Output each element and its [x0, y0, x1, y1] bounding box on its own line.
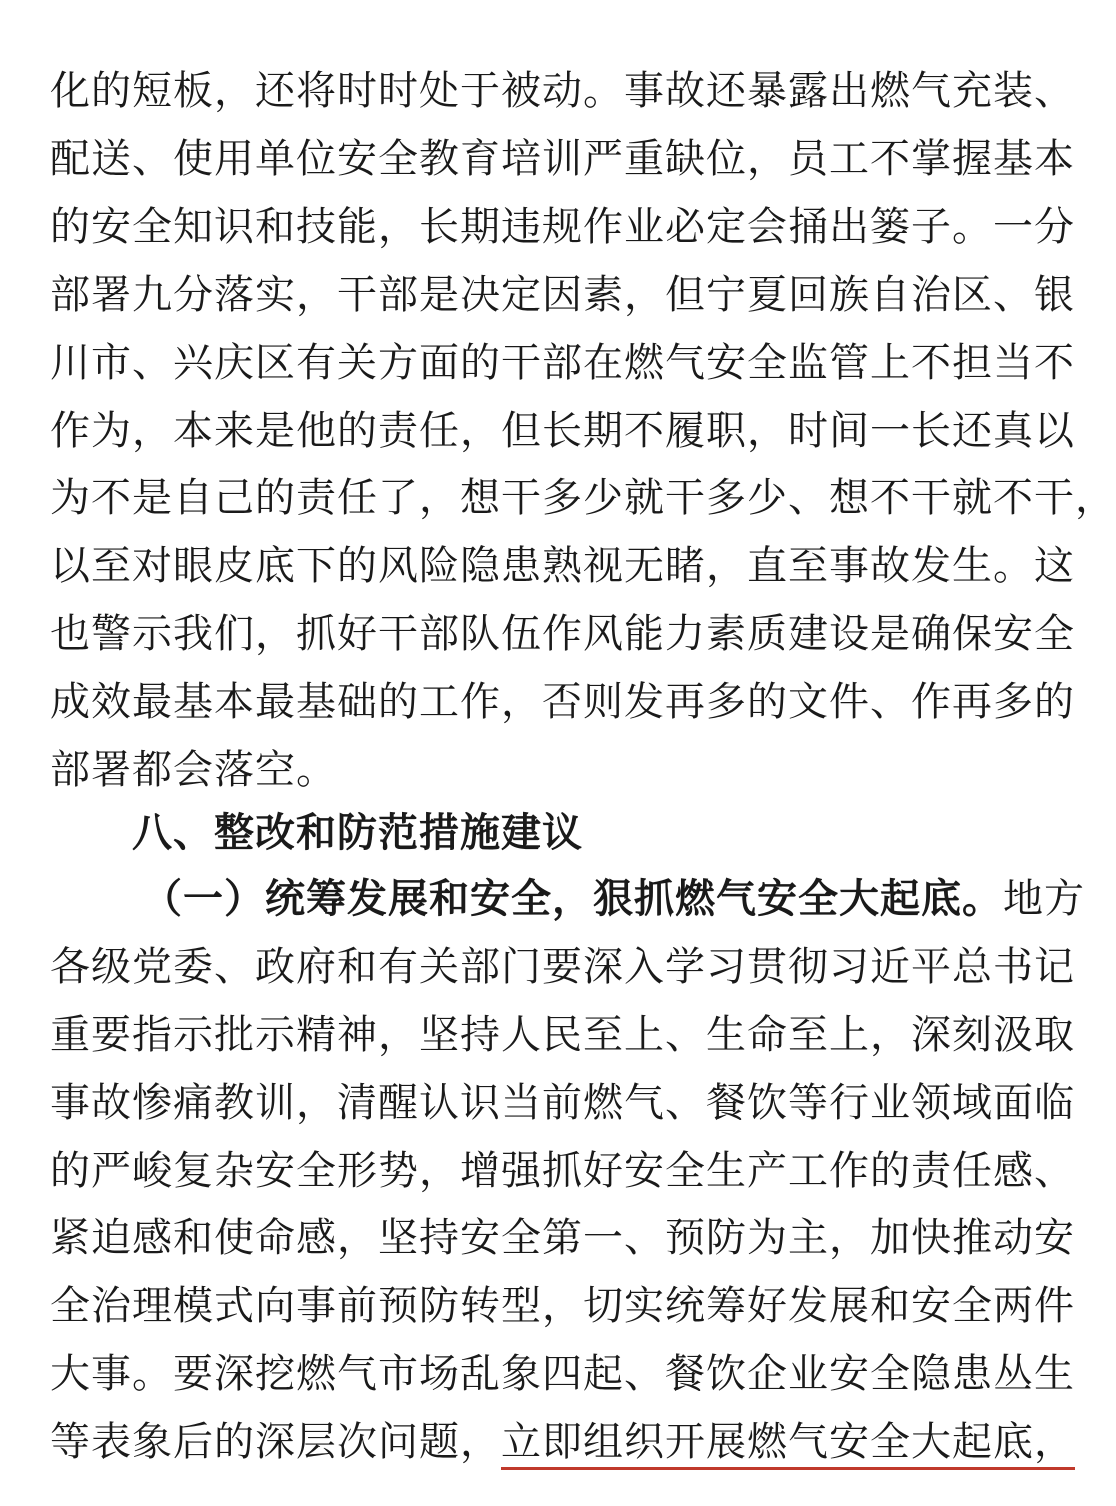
text-line: 大事。要深挖燃气市场乱象四起、餐饮企业安全隐患丛生	[50, 1351, 1075, 1397]
section-heading: 八、整改和防范措施建议	[132, 810, 583, 856]
text-line: 事故惨痛教训，清醒认识当前燃气、餐饮等行业领域面临	[50, 1080, 1075, 1126]
text-line: 部署九分落实，干部是决定因素，但宁夏回族自治区、银	[50, 272, 1075, 318]
text-line: 紧迫感和使命感，坚持安全第一、预防为主，加快推动安	[50, 1215, 1075, 1261]
text-line: 部署都会落空。	[50, 747, 337, 793]
text-line: 为不是自己的责任了，想干多少就干多少、想不干就不干，	[50, 475, 1116, 521]
text-line: 也警示我们，抓好干部队伍作风能力素质建设是确保安全	[50, 611, 1075, 657]
text-line: 以至对眼皮底下的风险隐患熟视无睹，直至事故发生。这	[50, 543, 1075, 589]
text-line: 作为，本来是他的责任，但长期不履职，时间一长还真以	[50, 408, 1075, 454]
text-line: 配送、使用单位安全教育培训严重缺位，员工不掌握基本	[50, 136, 1075, 182]
subsection-line	[142, 868, 1085, 930]
text-line: 全治理模式向事前预防转型，切实统筹好发展和安全两件	[50, 1283, 1075, 1329]
subsection-line-rest: 地方	[1003, 876, 1085, 922]
text-line: 的严峻复杂安全形势，增强抓好安全生产工作的责任感、	[50, 1148, 1075, 1194]
underlined-text-run: 立即组织开展燃气安全大起底，	[501, 1419, 1075, 1470]
text-line: 川市、兴庆区有关方面的干部在燃气安全监管上不担当不	[50, 340, 1075, 386]
text-plain-run: 等表象后的深层次问题，	[50, 1419, 501, 1465]
text-line: 的安全知识和技能，长期违规作业必定会捅出篓子。一分	[50, 204, 1075, 250]
text-line-highlighted	[50, 1411, 1075, 1481]
text-line: 成效最基本最基础的工作，否则发再多的文件、作再多的	[50, 679, 1075, 725]
text-line: 化的短板，还将时时处于被动。事故还暴露出燃气充装、	[50, 68, 1075, 114]
text-line: 重要指示批示精神，坚持人民至上、生命至上，深刻汲取	[50, 1012, 1075, 1058]
subsection-title: （一）统筹发展和安全，狠抓燃气安全大起底。	[142, 875, 1003, 922]
text-line: 各级党委、政府和有关部门要深入学习贯彻习近平总书记	[50, 944, 1075, 990]
